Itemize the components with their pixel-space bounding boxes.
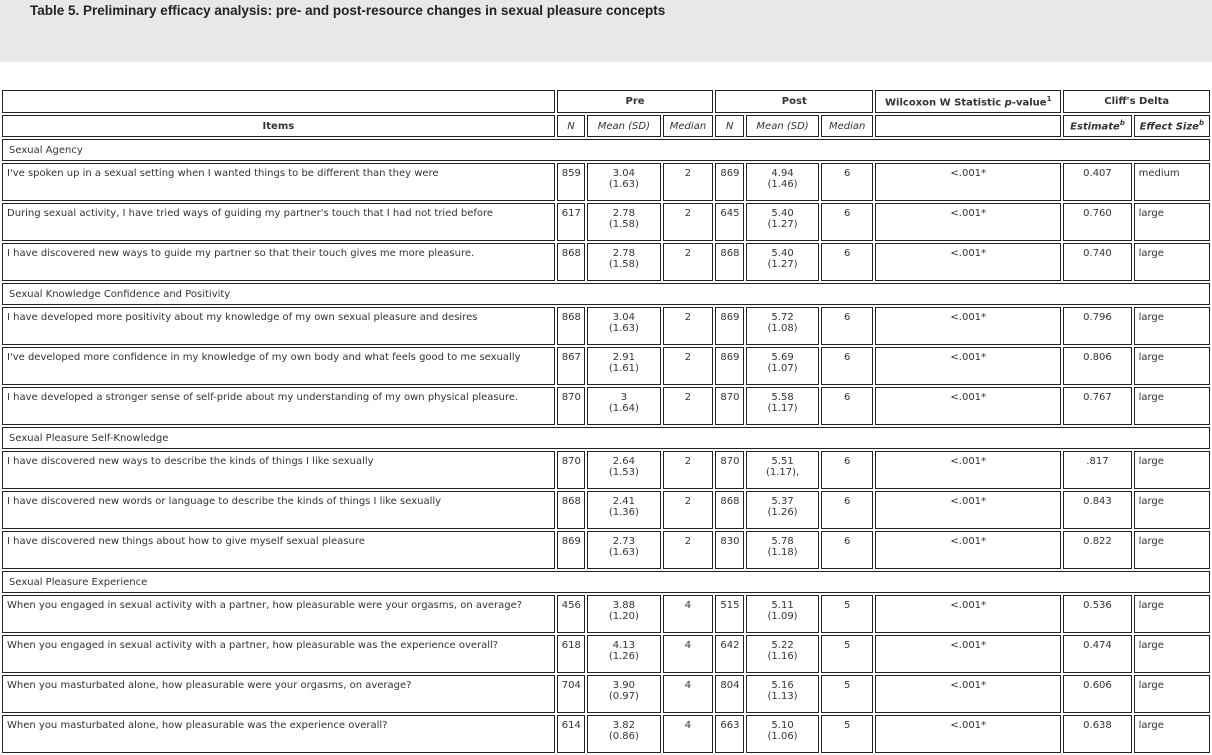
post-n-cell: 869 — [715, 347, 744, 385]
estimate-cell: 0.806 — [1063, 347, 1131, 385]
item-cell: I've spoken up in a sexual setting when I wanted things to be different than they were — [2, 163, 555, 201]
table-row — [2, 243, 1210, 281]
table-row — [2, 635, 1210, 673]
pre-median-cell: 2 — [663, 163, 714, 201]
effect-size-cell: large — [1134, 715, 1210, 753]
effect-size-cell: large — [1134, 451, 1210, 489]
table-row — [2, 347, 1210, 385]
effect-size-cell: large — [1134, 531, 1210, 569]
table-row — [2, 387, 1210, 425]
post-sd: (1.46) — [767, 179, 798, 190]
pre-median-cell: 2 — [663, 347, 714, 385]
pre-n-cell: 868 — [557, 307, 586, 345]
post-n-cell: 642 — [715, 635, 744, 673]
effect-size-cell: medium — [1134, 163, 1210, 201]
pre-n-cell: 704 — [557, 675, 586, 713]
post-mean-sd-cell — [746, 531, 819, 569]
post-median-cell: 6 — [821, 491, 873, 529]
pre-mean-sd-cell — [587, 347, 660, 385]
pre-mean: 4.13 — [612, 640, 635, 651]
pre-median-cell: 4 — [663, 675, 714, 713]
item-cell: I have discovered new words or language to describe the kinds of things I like sexually — [2, 491, 555, 529]
estimate-cell: 0.767 — [1063, 387, 1131, 425]
p-value-cell: <.001* — [875, 387, 1061, 425]
pre-mean-sd-cell — [587, 531, 660, 569]
pre-median-cell: 2 — [663, 307, 714, 345]
p-value-cell: <.001* — [875, 675, 1061, 713]
pre-mean-sd-cell — [587, 451, 660, 489]
pre-mean: 3.82 — [612, 720, 635, 731]
post-n-cell: 515 — [715, 595, 744, 633]
p-value-cell: <.001* — [875, 491, 1061, 529]
wilcoxon-suffix: -value — [1011, 97, 1047, 109]
header-estimate — [1063, 115, 1131, 137]
p-value-cell: <.001* — [875, 163, 1061, 201]
pre-median-cell: 4 — [663, 635, 714, 673]
efficacy-table — [0, 88, 1212, 755]
post-sd: (1.26) — [767, 507, 798, 518]
section-row — [2, 571, 1210, 593]
pre-median-cell: 2 — [663, 491, 714, 529]
pre-sd: (1.36) — [608, 507, 639, 518]
post-mean: 5.78 — [771, 536, 794, 547]
post-n-cell: 804 — [715, 675, 744, 713]
post-mean-sd-cell — [746, 163, 819, 201]
table-row — [2, 715, 1210, 753]
header-wilcoxon — [875, 90, 1061, 113]
wilcoxon-footnote-mark: 1 — [1046, 94, 1052, 103]
p-value-cell: <.001* — [875, 635, 1061, 673]
effect-size-cell: large — [1134, 491, 1210, 529]
post-mean-sd-cell — [746, 347, 819, 385]
pre-mean-sd-cell — [587, 491, 660, 529]
post-mean-sd-cell — [746, 451, 819, 489]
effect-size-cell: large — [1134, 203, 1210, 241]
effect-size-cell: large — [1134, 243, 1210, 281]
header-wilcoxon-blank — [875, 115, 1061, 137]
item-cell: When you masturbated alone, how pleasurable were your orgasms, on average? — [2, 675, 555, 713]
pre-mean: 2.78 — [612, 208, 635, 219]
estimate-cell: 0.822 — [1063, 531, 1131, 569]
post-median-cell: 6 — [821, 347, 873, 385]
section-title: Sexual Agency — [2, 139, 1210, 161]
pre-mean: 2.91 — [612, 352, 635, 363]
post-mean: 5.37 — [771, 496, 794, 507]
item-cell: When you engaged in sexual activity with a partner, how pleasurable was the experience overall? — [2, 635, 555, 673]
post-mean: 5.72 — [771, 312, 794, 323]
post-sd: (1.18) — [767, 547, 798, 558]
header-pre-mean-sd: Mean (SD) — [587, 115, 660, 137]
header-pre-median: Median — [663, 115, 714, 137]
post-mean-sd-cell — [746, 203, 819, 241]
effect-size-cell: large — [1134, 307, 1210, 345]
post-sd: (1.07) — [767, 363, 798, 374]
pre-sd: (1.53) — [608, 467, 639, 478]
post-mean: 5.69 — [771, 352, 794, 363]
post-sd: (1.27) — [767, 219, 798, 230]
pre-mean-sd-cell — [587, 675, 660, 713]
header-row-groups — [2, 90, 1210, 113]
pre-n-cell: 868 — [557, 491, 586, 529]
p-value-cell: <.001* — [875, 307, 1061, 345]
post-mean: 5.10 — [771, 720, 794, 731]
post-mean: 5.51 — [771, 456, 794, 467]
estimate-cell: 0.760 — [1063, 203, 1131, 241]
post-n-cell: 870 — [715, 387, 744, 425]
pre-n-cell: 869 — [557, 531, 586, 569]
pre-mean: 3.04 — [612, 312, 635, 323]
table-row — [2, 203, 1210, 241]
estimate-label: Estimate — [1070, 121, 1120, 133]
section-title: Sexual Pleasure Experience — [2, 571, 1210, 593]
header-row-columns — [2, 115, 1210, 137]
post-mean: 5.22 — [771, 640, 794, 651]
estimate-cell: 0.606 — [1063, 675, 1131, 713]
p-value-cell: <.001* — [875, 347, 1061, 385]
post-median-cell: 6 — [821, 531, 873, 569]
post-mean: 5.40 — [771, 208, 794, 219]
estimate-cell: 0.474 — [1063, 635, 1131, 673]
table-row — [2, 531, 1210, 569]
pre-n-cell: 617 — [557, 203, 586, 241]
item-cell: I have developed a stronger sense of self-pride about my understanding of my own physical pleasure. — [2, 387, 555, 425]
caption-bar — [0, 0, 1212, 62]
item-cell: I have discovered new ways to describe the kinds of things I like sexually — [2, 451, 555, 489]
estimate-cell: 0.796 — [1063, 307, 1131, 345]
pre-mean: 2.73 — [612, 536, 635, 547]
pre-mean-sd-cell — [587, 635, 660, 673]
header-cliffs-delta: Cliff's Delta — [1063, 90, 1210, 113]
post-median-cell: 5 — [821, 595, 873, 633]
pre-mean-sd-cell — [587, 715, 660, 753]
item-cell: When you engaged in sexual activity with a partner, how pleasurable were your orgasms, on average? — [2, 595, 555, 633]
post-n-cell: 869 — [715, 307, 744, 345]
section-row — [2, 139, 1210, 161]
post-mean-sd-cell — [746, 387, 819, 425]
post-median-cell: 6 — [821, 307, 873, 345]
post-mean-sd-cell — [746, 307, 819, 345]
header-empty-cell — [2, 90, 555, 113]
estimate-footnote-mark: b — [1119, 119, 1125, 128]
post-mean-sd-cell — [746, 675, 819, 713]
pre-n-cell: 867 — [557, 347, 586, 385]
effect-size-cell: large — [1134, 635, 1210, 673]
p-value-cell: <.001* — [875, 531, 1061, 569]
table-row — [2, 491, 1210, 529]
section-title: Sexual Knowledge Confidence and Positivity — [2, 283, 1210, 305]
effect-size-footnote-mark: b — [1198, 119, 1204, 128]
pre-mean: 3.88 — [612, 600, 635, 611]
estimate-cell: .817 — [1063, 451, 1131, 489]
post-sd: (1.17), — [765, 467, 800, 478]
pre-n-cell: 868 — [557, 243, 586, 281]
header-post: Post — [715, 90, 873, 113]
post-median-cell: 6 — [821, 243, 873, 281]
pre-median-cell: 2 — [663, 387, 714, 425]
p-value-cell: <.001* — [875, 595, 1061, 633]
post-median-cell: 6 — [821, 451, 873, 489]
post-mean: 4.94 — [771, 168, 794, 179]
post-mean: 5.58 — [771, 392, 794, 403]
pre-mean-sd-cell — [587, 307, 660, 345]
table-row — [2, 675, 1210, 713]
effect-size-cell: large — [1134, 347, 1210, 385]
pre-n-cell: 618 — [557, 635, 586, 673]
pre-sd: (0.86) — [608, 731, 639, 742]
estimate-cell: 0.638 — [1063, 715, 1131, 753]
pre-n-cell: 456 — [557, 595, 586, 633]
post-median-cell: 6 — [821, 163, 873, 201]
table-body — [2, 90, 1210, 753]
header-effect-size — [1134, 115, 1210, 137]
pre-median-cell: 2 — [663, 243, 714, 281]
post-mean: 5.16 — [771, 680, 794, 691]
p-value-cell: <.001* — [875, 243, 1061, 281]
post-median-cell: 6 — [821, 387, 873, 425]
pre-median-cell: 2 — [663, 531, 714, 569]
pre-median-cell: 4 — [663, 595, 714, 633]
pre-mean: 3 — [620, 392, 628, 403]
effect-size-cell: large — [1134, 387, 1210, 425]
effect-size-label: Effect Size — [1139, 121, 1199, 133]
header-pre: Pre — [557, 90, 714, 113]
post-mean-sd-cell — [746, 491, 819, 529]
section-row — [2, 283, 1210, 305]
pre-mean: 3.90 — [612, 680, 635, 691]
pre-sd: (1.26) — [608, 651, 639, 662]
header-post-mean-sd: Mean (SD) — [746, 115, 819, 137]
post-median-cell: 5 — [821, 635, 873, 673]
pre-median-cell: 4 — [663, 715, 714, 753]
post-sd: (1.17) — [767, 403, 798, 414]
post-median-cell: 5 — [821, 675, 873, 713]
item-cell: I have developed more positivity about my knowledge of my own sexual pleasure and desires — [2, 307, 555, 345]
post-sd: (1.06) — [767, 731, 798, 742]
table-row — [2, 595, 1210, 633]
header-pre-n: N — [557, 115, 586, 137]
pre-n-cell: 870 — [557, 451, 586, 489]
item-cell: I've developed more confidence in my knowledge of my own body and what feels good to me sexually — [2, 347, 555, 385]
post-n-cell: 663 — [715, 715, 744, 753]
p-value-cell: <.001* — [875, 451, 1061, 489]
pre-n-cell: 870 — [557, 387, 586, 425]
post-n-cell: 869 — [715, 163, 744, 201]
pre-mean: 2.41 — [612, 496, 635, 507]
pre-sd: (1.58) — [608, 219, 639, 230]
post-median-cell: 5 — [821, 715, 873, 753]
pre-mean-sd-cell — [587, 203, 660, 241]
estimate-cell: 0.407 — [1063, 163, 1131, 201]
table-caption: Table 5. Preliminary efficacy analysis: pre- and post-resource changes in sexual pleasure concepts — [30, 3, 666, 18]
pre-mean-sd-cell — [587, 595, 660, 633]
post-n-cell: 830 — [715, 531, 744, 569]
post-sd: (1.08) — [767, 323, 798, 334]
post-mean-sd-cell — [746, 715, 819, 753]
item-cell: When you masturbated alone, how pleasurable was the experience overall? — [2, 715, 555, 753]
pre-n-cell: 859 — [557, 163, 586, 201]
pre-sd: (1.64) — [608, 403, 639, 414]
header-post-n: N — [715, 115, 744, 137]
pre-sd: (1.20) — [608, 611, 639, 622]
header-items: Items — [2, 115, 555, 137]
pre-median-cell: 2 — [663, 451, 714, 489]
wilcoxon-label: Wilcoxon W Statistic — [885, 97, 1005, 109]
post-sd: (1.09) — [767, 611, 798, 622]
estimate-cell: 0.843 — [1063, 491, 1131, 529]
post-n-cell: 870 — [715, 451, 744, 489]
item-cell: I have discovered new things about how to give myself sexual pleasure — [2, 531, 555, 569]
wilcoxon-p-letter: p — [1004, 97, 1012, 109]
post-mean: 5.40 — [771, 248, 794, 259]
pre-median-cell: 2 — [663, 203, 714, 241]
header-post-median: Median — [821, 115, 873, 137]
pre-sd: (1.58) — [608, 259, 639, 270]
pre-mean: 2.78 — [612, 248, 635, 259]
pre-sd: (1.63) — [608, 547, 639, 558]
estimate-cell: 0.740 — [1063, 243, 1131, 281]
post-mean-sd-cell — [746, 635, 819, 673]
table-row — [2, 163, 1210, 201]
effect-size-cell: large — [1134, 595, 1210, 633]
post-mean: 5.11 — [771, 600, 794, 611]
post-n-cell: 868 — [715, 243, 744, 281]
p-value-cell: <.001* — [875, 715, 1061, 753]
post-median-cell: 6 — [821, 203, 873, 241]
post-mean-sd-cell — [746, 595, 819, 633]
post-n-cell: 645 — [715, 203, 744, 241]
pre-mean-sd-cell — [587, 163, 660, 201]
post-sd: (1.13) — [767, 691, 798, 702]
pre-n-cell: 614 — [557, 715, 586, 753]
pre-sd: (0.97) — [608, 691, 639, 702]
pre-sd: (1.63) — [608, 323, 639, 334]
effect-size-cell: large — [1134, 675, 1210, 713]
post-sd: (1.27) — [767, 259, 798, 270]
section-title: Sexual Pleasure Self-Knowledge — [2, 427, 1210, 449]
table-row — [2, 307, 1210, 345]
pre-sd: (1.63) — [608, 179, 639, 190]
estimate-cell: 0.536 — [1063, 595, 1131, 633]
item-cell: During sexual activity, I have tried ways of guiding my partner's touch that I had not tried before — [2, 203, 555, 241]
pre-sd: (1.61) — [608, 363, 639, 374]
post-mean-sd-cell — [746, 243, 819, 281]
section-row — [2, 427, 1210, 449]
pre-mean-sd-cell — [587, 243, 660, 281]
p-value-cell: <.001* — [875, 203, 1061, 241]
pre-mean-sd-cell — [587, 387, 660, 425]
item-cell: I have discovered new ways to guide my partner so that their touch gives me more pleasure. — [2, 243, 555, 281]
pre-mean: 3.04 — [612, 168, 635, 179]
pre-mean: 2.64 — [612, 456, 635, 467]
table-row — [2, 451, 1210, 489]
post-n-cell: 868 — [715, 491, 744, 529]
post-sd: (1.16) — [767, 651, 798, 662]
